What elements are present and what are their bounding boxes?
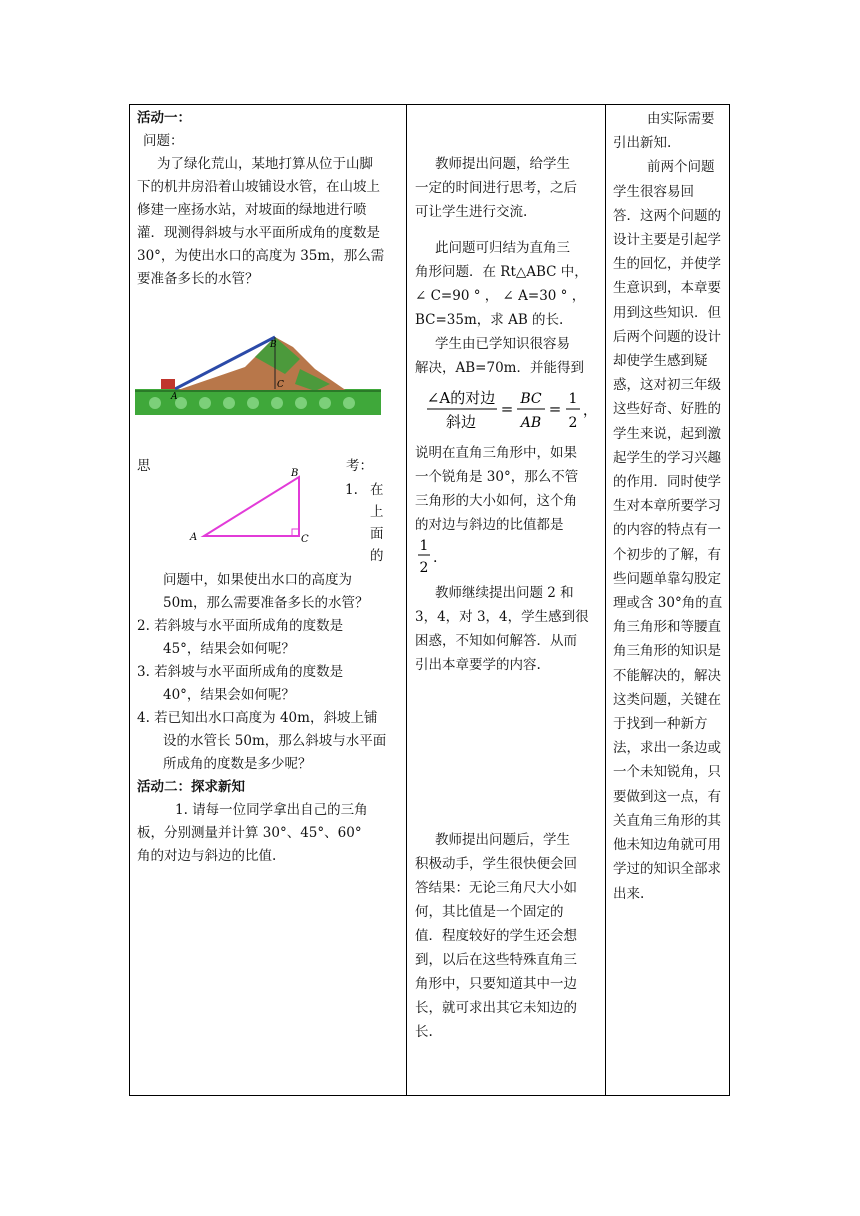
problem-line: 灌．现测得斜坡与水平面所成角的度数是 (137, 225, 380, 241)
questions-block-2 (137, 615, 403, 868)
teacher-text: 三角形的大小如何，这个角 (415, 493, 577, 509)
q3-line: 3. 若斜坡与水平面所成角的度数是 (137, 664, 344, 680)
q1-vertical-text: 在 上 面 的 (370, 482, 384, 564)
svg-text:2: 2 (568, 415, 578, 431)
activity2-line: 角的对边与斜边的比值. (137, 848, 277, 864)
q4-line: 所成角的度数是多少呢？ (163, 756, 312, 772)
triangle-label-a: A (190, 532, 198, 543)
design-text: 不能解决的，解决 (613, 667, 721, 684)
svg-text:=: = (500, 400, 514, 418)
design-text: 关直角三角形的其 (613, 812, 721, 829)
design-text: 生意识到，本章要 (613, 280, 721, 297)
design-text: 这类问题，关键在 (613, 691, 721, 708)
problem-label: 问题： (143, 133, 184, 149)
teacher-column-part4 (415, 828, 603, 1044)
teacher-text: 可让学生进行交流. (415, 204, 528, 220)
half-fraction (417, 534, 447, 578)
design-text: 角三角形的知识是 (613, 643, 721, 660)
design-text: 一个未知锐角，只 (613, 764, 721, 781)
svg-text:BC: BC (520, 391, 542, 407)
formula-numerator: ∠A的对边 (426, 389, 496, 407)
teacher-column-part3 (415, 581, 603, 677)
q1-line: 问题中，如果使出水口的高度为 (163, 572, 352, 588)
svg-text:1: 1 (419, 538, 429, 554)
column-divider-2 (605, 105, 606, 1095)
q4-line: 4. 若已知出水口高度为 40m，斜坡上铺 (137, 710, 378, 726)
design-text: 理或含 30°角的直 (613, 595, 723, 612)
teacher-text: 引出本章要学的内容. (415, 657, 541, 673)
design-text: 惑，这对初三年级 (613, 377, 721, 394)
design-text: 答．这两个问题的 (613, 207, 721, 224)
teacher-text: 到，以后在这些特殊直角三 (415, 952, 577, 968)
problem-line: 下的机井房沿着山坡铺设水管，在山坡上 (137, 179, 380, 195)
teacher-text: 角形中，只要知道其中一边 (415, 976, 577, 992)
design-text: 起学生的学习兴趣 (613, 449, 721, 466)
triangle-label-c: C (301, 534, 309, 545)
svg-text:.: . (433, 550, 438, 566)
teacher-text: 一个锐角是 30°，那么不管 (415, 469, 579, 485)
teacher-text: 长，就可求出其它未知边的 (415, 1000, 577, 1016)
design-text: 后两个问题的设计 (613, 328, 721, 345)
q4-line: 设的水管长 50m，那么斜坡与水平面 (163, 733, 387, 749)
mountain-label-b: B (270, 340, 277, 350)
design-text: 他未知边角就可用 (613, 837, 721, 854)
teacher-text: 学生由已学知识很容易 (435, 336, 570, 352)
problem-line: 为了绿化荒山，某地打算从位于山脚 (157, 156, 373, 172)
design-text: 学生很容易回 (613, 183, 694, 200)
design-text: 用到这些知识．但 (613, 304, 721, 321)
teacher-text: 的对边与斜边的比值都是 (415, 517, 564, 533)
activity2-title: 活动二：探求新知 (137, 779, 245, 795)
problem-line: 修建一座扬水站，对坡面的绿地进行喷 (137, 202, 367, 218)
formula-denominator: 斜边 (445, 413, 477, 431)
design-text: 出来. (613, 885, 645, 902)
design-text: 的作用．同时使学 (613, 474, 721, 491)
triangle-label-b: B (291, 468, 299, 479)
activity-column (137, 107, 403, 291)
teacher-text: 一定的时间进行思考，之后 (415, 180, 577, 196)
design-text: 却使学生感到疑 (613, 353, 708, 370)
think-label-left: 思 (137, 458, 151, 474)
design-text: 学过的知识全部求 (613, 861, 721, 878)
mountain-label-a: A (171, 392, 178, 402)
design-text: 生的回忆，并使学 (613, 256, 721, 273)
teacher-text: 解决，AB=70m．并能得到 (415, 360, 584, 376)
design-text: 前两个问题 (647, 159, 715, 176)
right-triangle-figure (170, 467, 320, 547)
teacher-text: 值．程度较好的学生还会想 (415, 928, 577, 944)
problem-line: 30°，为使出水口的高度为 35m，那么需 (137, 248, 385, 264)
design-text: 引出新知. (613, 135, 672, 152)
design-intent-column (613, 107, 729, 906)
design-text: 个初步的了解，有 (613, 546, 721, 563)
svg-text:2: 2 (419, 560, 429, 576)
ratio-formula (425, 385, 605, 433)
teacher-text: 积极动手，学生很快便会回 (415, 856, 577, 872)
mountain-label-c: C (277, 380, 284, 390)
think-label-right: 考： (346, 458, 373, 474)
teacher-column-part2 (415, 441, 603, 537)
q3-line: 40°，结果会如何呢？ (163, 687, 295, 703)
teacher-text: 答结果：无论三角尺大小如 (415, 880, 577, 896)
svg-text:，: ， (583, 403, 597, 419)
svg-text:=: = (548, 400, 562, 418)
q2-line: 2. 若斜坡与水平面所成角的度数是 (137, 618, 344, 634)
design-text: 的内容的特点有一 (613, 522, 721, 539)
problem-line: 要准备多长的水管？ (137, 271, 259, 287)
svg-text:1: 1 (568, 391, 578, 407)
lesson-table (129, 104, 730, 1096)
design-text: 于找到一种新方 (613, 716, 708, 733)
design-text: 由实际需要 (647, 111, 715, 127)
activity2-line: 1. 请每一位同学拿出自己的三角 (175, 802, 368, 818)
teacher-text: 长. (415, 1024, 433, 1040)
column-divider-1 (406, 105, 407, 1095)
teacher-text: 困惑，不知如何解答．从而 (415, 633, 577, 649)
teacher-column-part1 (415, 152, 603, 380)
design-text: 这些好奇、好胜的 (613, 401, 721, 418)
teacher-text: BC=35m，求 AB 的长. (415, 312, 564, 328)
activity1-title: 活动一： (137, 110, 191, 126)
design-text: 学生来说，起到激 (613, 425, 721, 442)
teacher-text: 此问题可归结为直角三 (435, 240, 570, 256)
teacher-text: 教师提出问题，给学生 (435, 156, 570, 172)
teacher-text: 说明在直角三角形中，如果 (415, 445, 577, 461)
teacher-text: 3，4，对 3，4，学生感到很 (415, 609, 589, 625)
design-text: 些问题单靠勾股定 (613, 570, 721, 587)
design-text: 法，求出一条边或 (613, 740, 721, 757)
q2-line: 45°，结果会如何呢？ (163, 641, 295, 657)
svg-text:AB: AB (520, 415, 542, 431)
teacher-text: 何，其比值是一个固定的 (415, 904, 564, 920)
design-text: 设计主要是引起学 (613, 232, 721, 249)
q1-number: 1. (345, 482, 358, 498)
teacher-text: 角形问题．在 Rt△ABC 中， (415, 264, 588, 280)
design-text: 生对本章所要学习 (613, 498, 721, 515)
teacher-text: 教师继续提出问题 2 和 (435, 585, 574, 601)
activity2-line: 板，分别测量并计算 30°、45°、60° (137, 825, 362, 841)
design-text: 要做到这一点，有 (613, 788, 721, 805)
questions-block (163, 569, 403, 615)
design-text: 角三角形和等腰直 (613, 619, 721, 636)
mountain-pipe-illustration (135, 329, 381, 417)
teacher-text: ∠ C=90 ° ， ∠ A=30 ° ， (415, 288, 586, 304)
q1-line: 50m，那么需要准备多长的水管？ (163, 595, 369, 611)
teacher-text: 教师提出问题后，学生 (435, 832, 570, 848)
